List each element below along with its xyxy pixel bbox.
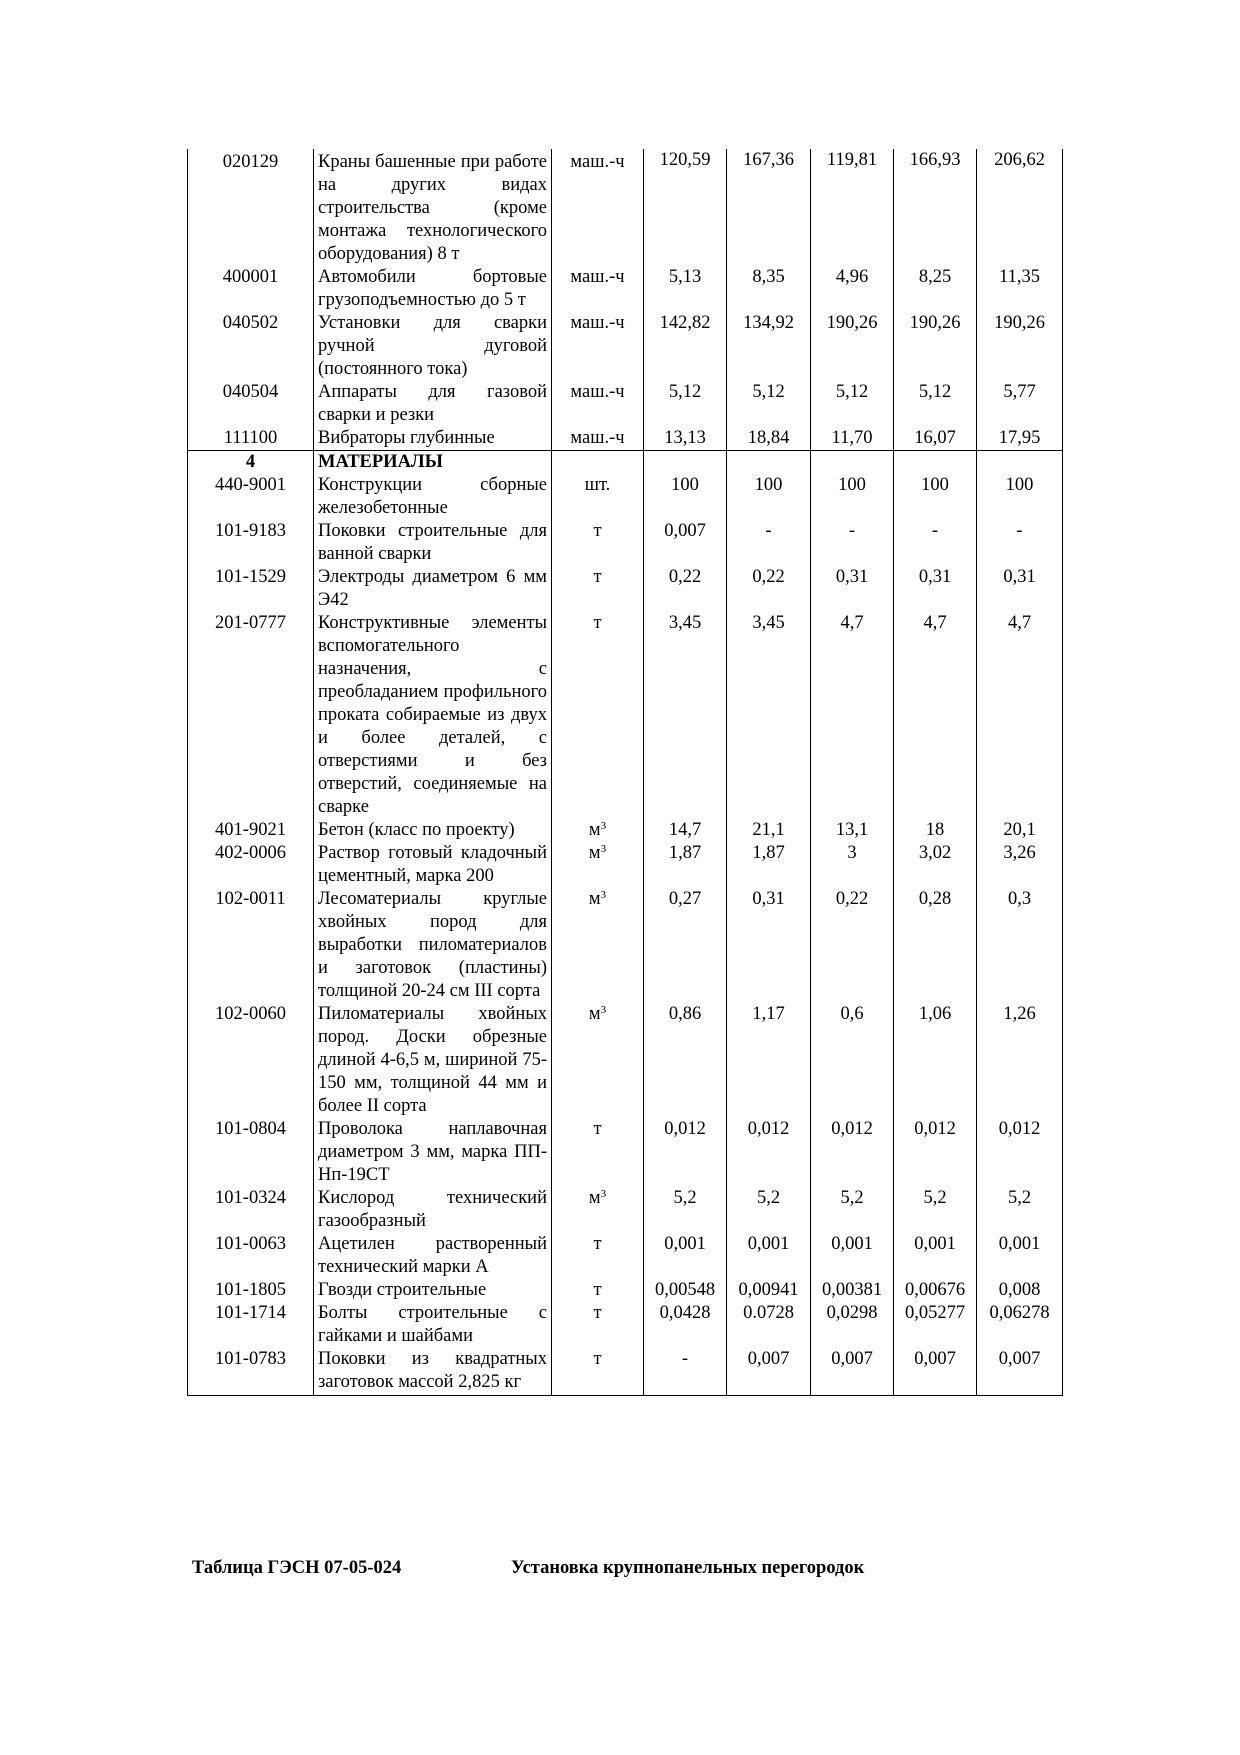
resource-name: Поковки из квадратных заготовок массой 2,825 кг [314,1348,552,1396]
value-col-3: 0,0298 [811,1302,894,1348]
value-col-1: 100 [644,474,727,520]
value-col-4: 5,12 [894,381,977,427]
value-col-3: 5,2 [811,1187,894,1233]
unit-text: м [588,820,601,840]
value-col-2: 5,12 [727,381,811,427]
table-row [188,474,1063,520]
value-col-5: 5,2 [977,1187,1063,1233]
unit-text: м [588,843,601,863]
value-col-5: 3,26 [977,842,1063,888]
resource-unit [552,1003,644,1118]
table-row [188,149,1063,266]
value-col-3: 13,1 [811,819,894,842]
value-col-3: 0,6 [811,1003,894,1118]
resource-code: 400001 [188,266,314,312]
unit-superscript: 3 [600,889,607,901]
value-col-5: 0,3 [977,888,1063,1003]
value-col-5: 0,31 [977,566,1063,612]
value-col-3: 0,012 [811,1118,894,1187]
value-col-3: 0,007 [811,1348,894,1396]
resource-name: Лесоматериалы круглые хвойных пород для выработки пиломатериалов и заготовок (пластины) толщиной 20-24 см III сорта [314,888,552,1003]
value-col-3: 4,96 [811,266,894,312]
value-col-3: 4,7 [811,612,894,819]
value-col-3: 5,12 [811,381,894,427]
resource-name: Раствор готовый кладочный цементный, марка 200 [314,842,552,888]
resource-code: 401-9021 [188,819,314,842]
value-col-5 [977,451,1063,475]
resource-code: 101-9183 [188,520,314,566]
resource-unit: т [552,612,644,819]
value-col-4: 0,00676 [894,1279,977,1302]
table-row [188,842,1063,888]
resource-code: 101-0804 [188,1118,314,1187]
section-number: 4 [188,451,314,475]
value-col-5: 11,35 [977,266,1063,312]
unit-superscript: 3 [600,1188,607,1200]
value-col-4: 3,02 [894,842,977,888]
table-row [188,1279,1063,1302]
resource-name: Ацетилен растворенный технический марки А [314,1233,552,1279]
value-col-4: 0,05277 [894,1302,977,1348]
value-col-5: - [977,520,1063,566]
value-col-5: 206,62 [977,149,1063,266]
value-col-1: 5,13 [644,266,727,312]
value-col-2: 0,00941 [727,1279,811,1302]
value-col-3: 0,00381 [811,1279,894,1302]
value-col-2: 100 [727,474,811,520]
resource-name: Электроды диаметром 6 мм Э42 [314,566,552,612]
value-col-2: 1,87 [727,842,811,888]
resource-name: Бетон (класс по проекту) [314,819,552,842]
table-title-caption: Установка крупнопанельных перегородок [511,1558,865,1578]
resource-name: Установки для сварки ручной дуговой (постоянного тока) [314,312,552,381]
value-col-4: 1,06 [894,1003,977,1118]
value-col-1: 3,45 [644,612,727,819]
resource-unit [552,842,644,888]
value-col-1: 0,007 [644,520,727,566]
resource-unit: маш.-ч [552,427,644,451]
table-row [188,819,1063,842]
resource-code: 201-0777 [188,612,314,819]
value-col-2: 0,007 [727,1348,811,1396]
value-col-5: 1,26 [977,1003,1063,1118]
value-col-4: 0,28 [894,888,977,1003]
value-col-4: 100 [894,474,977,520]
value-col-2: 134,92 [727,312,811,381]
resource-code: 101-1714 [188,1302,314,1348]
value-col-2: 0,001 [727,1233,811,1279]
resource-code: 102-0011 [188,888,314,1003]
table-row [188,1348,1063,1396]
value-col-3: 0,22 [811,888,894,1003]
resource-code: 111100 [188,427,314,451]
resource-unit: т [552,566,644,612]
resource-code: 402-0006 [188,842,314,888]
value-col-5: 4,7 [977,612,1063,819]
resource-code: 040504 [188,381,314,427]
resource-name: Краны башенные при работе на других видах строительства (кроме монтажа технологического оборудования) 8 т [314,149,552,266]
value-col-4: 0,31 [894,566,977,612]
resource-name: Конструктивные элементы вспомогательного назначения, с преобладанием профильного проката собираемые из двух и более деталей, с отверстиями и без отверстий, соединяемые на сварке [314,612,552,819]
value-col-2: 21,1 [727,819,811,842]
value-col-3: 0,001 [811,1233,894,1279]
value-col-1: 0,012 [644,1118,727,1187]
value-col-3: 119,81 [811,149,894,266]
resource-unit: маш.-ч [552,381,644,427]
value-col-1: 0,0428 [644,1302,727,1348]
unit-text: м [588,889,601,909]
table-row [188,1003,1063,1118]
value-col-5: 0,001 [977,1233,1063,1279]
resource-name: Кислород технический газообразный [314,1187,552,1233]
value-col-1: 5,12 [644,381,727,427]
value-col-1: 120,59 [644,149,727,266]
resource-unit: маш.-ч [552,266,644,312]
resource-unit: т [552,520,644,566]
value-col-3: 0,31 [811,566,894,612]
value-col-5: 190,26 [977,312,1063,381]
resource-unit: т [552,1233,644,1279]
resource-table [187,149,1063,1396]
value-col-1: 0,22 [644,566,727,612]
value-col-4: 166,93 [894,149,977,266]
value-col-4: 16,07 [894,427,977,451]
value-col-3: 3 [811,842,894,888]
unit-superscript: 3 [600,1004,607,1016]
resource-code: 101-1805 [188,1279,314,1302]
value-col-3 [811,451,894,475]
resource-unit [552,819,644,842]
table-row [188,1302,1063,1348]
resource-name: Проволока наплавочная диаметром 3 мм, марка ПП-Нп-19СТ [314,1118,552,1187]
table-row [188,427,1063,451]
value-col-5: 17,95 [977,427,1063,451]
resource-unit: т [552,1279,644,1302]
value-col-4: 4,7 [894,612,977,819]
value-col-2: 0,012 [727,1118,811,1187]
resource-code: 440-9001 [188,474,314,520]
resource-code: 020129 [188,149,314,266]
resource-unit [552,1187,644,1233]
value-col-3: 11,70 [811,427,894,451]
resource-name: Автомобили бортовые грузоподъемностью до 5 т [314,266,552,312]
value-col-1: 13,13 [644,427,727,451]
value-col-2: 0,31 [727,888,811,1003]
table-row [188,520,1063,566]
table-row [188,312,1063,381]
table-row [188,1187,1063,1233]
value-col-5: 0,06278 [977,1302,1063,1348]
resource-code: 101-0783 [188,1348,314,1396]
table-id-caption: Таблица ГЭСН 07-05-024 [192,1558,402,1578]
resource-unit: маш.-ч [552,149,644,266]
section-header-row [188,451,1063,475]
value-col-2 [727,451,811,475]
value-col-4: 8,25 [894,266,977,312]
value-col-1: 1,87 [644,842,727,888]
table-row [188,1118,1063,1187]
value-col-2: 1,17 [727,1003,811,1118]
value-col-5: 5,77 [977,381,1063,427]
unit-text: м [588,1188,601,1208]
resource-code: 101-1529 [188,566,314,612]
value-col-4: 0,007 [894,1348,977,1396]
resource-unit: маш.-ч [552,312,644,381]
value-col-4: 0,012 [894,1118,977,1187]
value-col-3: 190,26 [811,312,894,381]
value-col-2: 5,2 [727,1187,811,1233]
value-col-2: 167,36 [727,149,811,266]
resource-name: Болты строительные с гайками и шайбами [314,1302,552,1348]
resource-name: Пиломатериалы хвойных пород. Доски обрезные длиной 4-6,5 м, шириной 75-150 мм, толщиной 44 мм и более II сорта [314,1003,552,1118]
resource-unit: т [552,1118,644,1187]
value-col-1 [644,451,727,475]
value-col-2: 3,45 [727,612,811,819]
value-col-2: - [727,520,811,566]
resource-code: 101-0324 [188,1187,314,1233]
table-row [188,381,1063,427]
value-col-4 [894,451,977,475]
resource-code: 040502 [188,312,314,381]
value-col-1: 5,2 [644,1187,727,1233]
value-col-5: 0,012 [977,1118,1063,1187]
value-col-4: 5,2 [894,1187,977,1233]
resource-unit: т [552,1348,644,1396]
unit-superscript: 3 [600,820,607,832]
value-col-5: 100 [977,474,1063,520]
value-col-4: 18 [894,819,977,842]
table-row [188,612,1063,819]
value-col-4: 0,001 [894,1233,977,1279]
resource-name: Конструкции сборные железобетонные [314,474,552,520]
value-col-3: 100 [811,474,894,520]
resource-name: Поковки строительные для ванной сварки [314,520,552,566]
value-col-1: 0,86 [644,1003,727,1118]
resource-name: Аппараты для газовой сварки и резки [314,381,552,427]
value-col-2: 8,35 [727,266,811,312]
resource-unit [552,888,644,1003]
value-col-1: 142,82 [644,312,727,381]
value-col-3: - [811,520,894,566]
table-row [188,888,1063,1003]
table-row [188,266,1063,312]
value-col-2: 0,22 [727,566,811,612]
unit-superscript: 3 [600,843,607,855]
value-col-1: - [644,1348,727,1396]
value-col-2: 18,84 [727,427,811,451]
value-col-5: 0,007 [977,1348,1063,1396]
resource-unit [552,451,644,475]
value-col-2: 0.0728 [727,1302,811,1348]
value-col-1: 14,7 [644,819,727,842]
value-col-5: 20,1 [977,819,1063,842]
table-row [188,566,1063,612]
value-col-4: 190,26 [894,312,977,381]
value-col-5: 0,008 [977,1279,1063,1302]
resource-code: 102-0060 [188,1003,314,1118]
unit-text: м [588,1004,601,1024]
value-col-1: 0,001 [644,1233,727,1279]
resource-unit: т [552,1302,644,1348]
value-col-4: - [894,520,977,566]
resource-name: Вибраторы глубинные [314,427,552,451]
resource-unit: шт. [552,474,644,520]
table-row [188,1233,1063,1279]
value-col-1: 0,00548 [644,1279,727,1302]
section-title: МАТЕРИАЛЫ [314,451,552,475]
value-col-1: 0,27 [644,888,727,1003]
resource-name: Гвозди строительные [314,1279,552,1302]
resource-code: 101-0063 [188,1233,314,1279]
